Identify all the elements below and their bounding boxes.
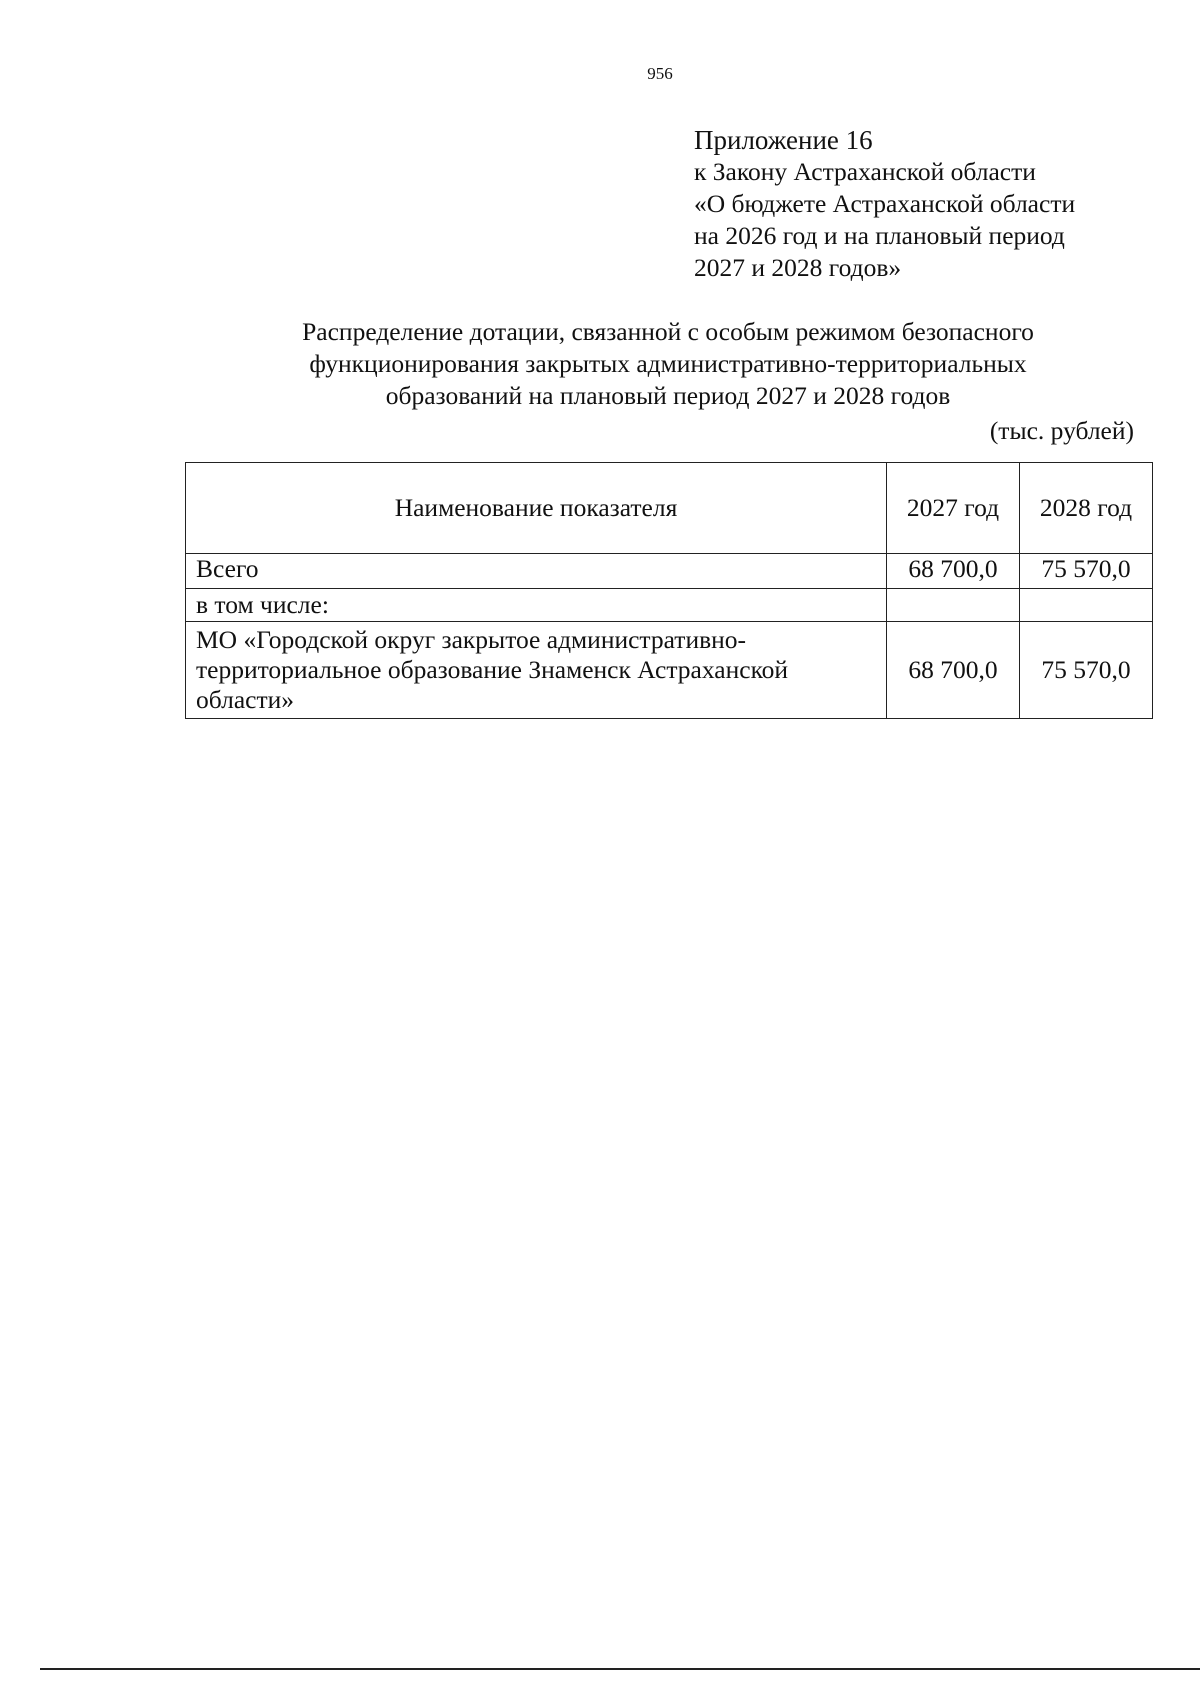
header-year-2027: 2027 год: [887, 463, 1020, 554]
document-title: [190, 316, 1146, 412]
table-header-row: [186, 463, 1153, 554]
row-value-2028: 75 570,0: [1020, 622, 1153, 719]
row-name: Всего: [186, 554, 887, 589]
row-value-2027: [887, 589, 1020, 622]
row-value-2027: 68 700,0: [887, 554, 1020, 589]
header-indicator-name: Наименование показателя: [186, 463, 887, 554]
row-value-2028: 75 570,0: [1020, 554, 1153, 589]
title-line: функционирования закрытых административно-территориальных: [309, 349, 1027, 378]
row-value-2028: [1020, 589, 1153, 622]
appendix-reference: [694, 124, 1075, 284]
table-row-total: [186, 554, 1153, 589]
appendix-line: на 2026 год и на плановый период: [694, 221, 1065, 250]
appendix-line: к Закону Астраханской области: [694, 157, 1036, 186]
unit-label: (тыс. рублей): [989, 416, 1134, 445]
header-year-2028: 2028 год: [1020, 463, 1153, 554]
subsidy-table: [185, 462, 1153, 719]
page-number: 956: [647, 64, 673, 83]
appendix-line: Приложение 16: [694, 125, 873, 155]
appendix-line: «О бюджете Астраханской области: [694, 189, 1076, 218]
table-row-including: [186, 589, 1153, 622]
title-line: образований на плановый период 2027 и 2028 годов: [385, 381, 951, 410]
row-name: в том числе:: [186, 589, 887, 622]
table-row-municipality: [186, 622, 1153, 719]
bottom-rule: [40, 1668, 1200, 1670]
row-name: МО «Городской округ закрытое административно-территориальное образование Знаменск Астраханской области»: [186, 622, 887, 719]
row-value-2027: 68 700,0: [887, 622, 1020, 719]
title-line: Распределение дотации, связанной с особым режимом безопасного: [302, 317, 1034, 346]
appendix-line: 2027 и 2028 годов»: [694, 253, 902, 282]
